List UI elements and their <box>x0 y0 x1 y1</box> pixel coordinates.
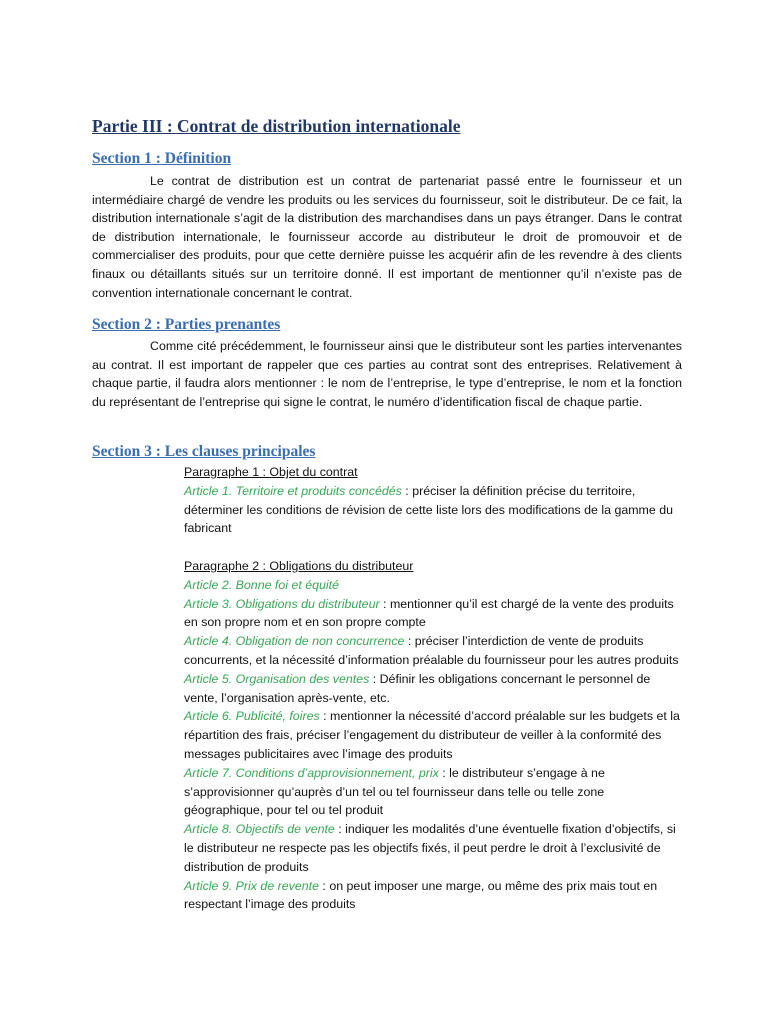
article-text: mentionner qu’il est chargé de la vente des produits en son propre nom et en son propre compte <box>184 596 674 630</box>
article-label: Article 2. Bonne foi et équité <box>184 577 339 592</box>
article-separator: : <box>401 483 413 498</box>
article-text: Définir les obligations concernant le personnel de vente, l’organisation après-vente, etc. <box>184 671 651 705</box>
spacer <box>184 538 684 557</box>
article-label: Article 5. Organisation des ventes <box>184 671 370 686</box>
article-text: on peut imposer une marge, ou même des prix mais tout en respectant l’image des produits <box>184 878 658 912</box>
article-label: Article 7. Conditions d’approvisionnement, prix <box>184 765 439 780</box>
paragraph-1-heading: Paragraphe 1 : Objet du contrat <box>184 465 358 479</box>
article-item <box>184 482 684 538</box>
section-2-heading: Section 2 : Parties prenantes <box>92 316 281 333</box>
section-1-text: Le contrat de distribution est un contrat de partenariat passé entre le fournisseur et un intermédiaire chargé de vendre les produits ou les services du fournisseur, soit le distributeur. De ce fait, la distribution internationale s’agit de la distribution des marchandises dans un pays étranger. Dans le contrat de distribution internationale, le fournisseur accorde au distributeur le droit de promouvoir et de commercialiser des produits, pour que cette dernière puisse les acquérir afin de les revendre à des clients finaux ou détaillants situés sur un territoire donné. Il est important de mentionner qu’il n’existe pas de convention internationale concernant le contrat. <box>92 174 682 300</box>
article-item <box>184 576 684 595</box>
section-3-heading: Section 3 : Les clauses principales <box>92 443 316 460</box>
article-label: Article 9. Prix de revente <box>184 878 319 893</box>
clauses-list <box>184 463 684 914</box>
article-text: mentionner la nécessité d’accord préalable sur les budgets et la répartition des frais, préciser l’engagement du distributeur de veiller à la conformité des messages publicitaires avec l’image des produits <box>184 709 680 761</box>
article-text: préciser l’interdiction de vente de produits concurrents, et la nécessité d’information préalable du fournisseur pour les autres produits <box>184 634 679 667</box>
article-separator: : <box>438 765 450 780</box>
article-text: le distributeur s’engage à ne s’approvisionner qu’auprès d’un tel ou tel fournisseur dans telle ou telle zone géographique, pour tel ou tel produit <box>184 765 605 818</box>
article-label: Article 3. Obligations du distributeur <box>184 596 380 611</box>
article-label: Article 4. Obligation de non concurrence <box>184 634 405 649</box>
article-item <box>184 764 684 820</box>
article-label: Article 1. Territoire et produits concédés <box>184 483 402 498</box>
article-item <box>184 820 684 876</box>
article-separator: : <box>319 709 330 724</box>
article-text: préciser la définition précise du territoire, déterminer les conditions de révision de cette liste lors des modifications de la gamme du fabricant <box>184 483 673 536</box>
section-1-heading: Section 1 : Définition <box>92 150 232 167</box>
article-label: Article 8. Objectifs de vente <box>184 822 335 837</box>
article-label: Article 6. Publicité, foires <box>184 709 320 724</box>
article-separator: : <box>379 596 390 611</box>
article-separator: : <box>404 634 415 649</box>
article-separator: : <box>318 878 330 893</box>
paragraph-2-heading: Paragraphe 2 : Obligations du distributeur <box>184 558 414 573</box>
section-2-text: Comme cité précédemment, le fournisseur ainsi que le distributeur sont les parties intervenantes au contrat. Il est important de rappeler que ces parties au contrat sont des entreprises. Relativement à chaque partie, il faudra alors mentionner : le nom de l’entreprise, le type d’entreprise, le nom et la fonction du représentant de l’entreprise qui signe le contrat, le numéro d’identification fiscal de chaque partie. <box>92 339 682 409</box>
article-item <box>184 877 684 915</box>
article-item <box>184 595 684 633</box>
article-item <box>184 632 684 670</box>
article-separator: : <box>334 822 346 837</box>
document-title: Partie III : Contrat de distribution internationale <box>92 116 461 136</box>
article-separator: : <box>369 671 380 686</box>
article-text: indiquer les modalités d’une éventuelle fixation d’objectifs, si le distributeur ne respecte pas les objectifs fixés, il peut perdre le droit à l’exclusivité de distribution de produits <box>184 822 676 874</box>
article-item <box>184 707 684 763</box>
article-item <box>184 670 684 708</box>
